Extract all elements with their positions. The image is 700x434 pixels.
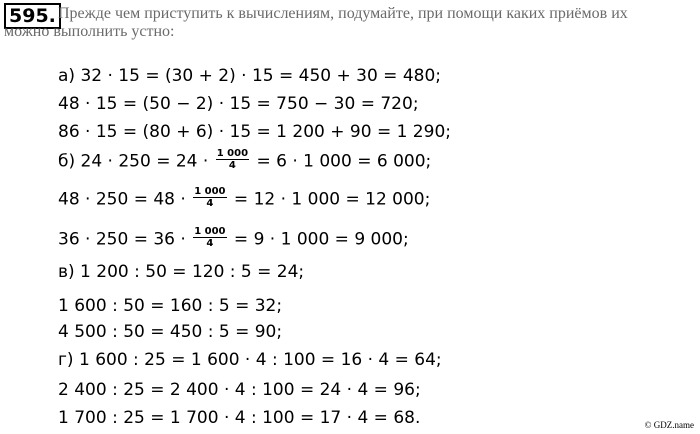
line-6-post: = 9 · 1 000 = 9 000; — [228, 229, 409, 250]
fraction — [193, 226, 226, 249]
solution-line-1: а) 32 · 15 = (30 + 2) · 15 = 450 + 30 = 480; — [58, 66, 441, 86]
fraction-numerator: 1 000 — [194, 226, 226, 237]
solution-line-7: в) 1 200 : 50 = 120 : 5 = 24; — [58, 262, 305, 282]
solution-line-10: г) 1 600 : 25 = 1 600 · 4 : 100 = 16 · 4 = 64; — [58, 350, 442, 370]
fraction-denominator: 4 — [228, 160, 236, 171]
solution-line-9: 4 500 : 50 = 450 : 5 = 90; — [58, 322, 283, 342]
fraction-numerator: 1 000 — [194, 186, 226, 197]
fraction-numerator: 1 000 — [216, 148, 249, 159]
line-4-post: = 6 · 1 000 = 6 000; — [251, 151, 432, 172]
line-5-post: = 12 · 1 000 = 12 000; — [228, 189, 431, 210]
fraction-denominator: 4 — [206, 238, 214, 249]
solution-line-11: 2 400 : 25 = 2 400 · 4 : 100 = 24 · 4 = 96; — [58, 380, 421, 400]
watermark: © GDZ.name — [644, 420, 694, 430]
solution-line-4 — [58, 150, 431, 173]
solution-line-2: 48 · 15 = (50 − 2) · 15 = 750 − 30 = 720; — [58, 94, 419, 114]
fraction-denominator: 4 — [206, 198, 214, 209]
prompt-line-2: можно выполнить устно: — [4, 23, 175, 40]
fraction — [216, 148, 249, 171]
prompt-line-1: Прежде чем приступить к вычислениям, подумайте, при помощи каких приёмов их — [58, 5, 628, 22]
solution-line-3: 86 · 15 = (80 + 6) · 15 = 1 200 + 90 = 1 290; — [58, 122, 451, 142]
line-5-pre: 48 · 250 = 48 · — [58, 189, 192, 210]
solution-line-6 — [58, 228, 409, 251]
exercise-number: 595. — [4, 3, 61, 29]
solution-line-8: 1 600 : 50 = 160 : 5 = 32; — [58, 296, 283, 316]
solution-line-5 — [58, 188, 430, 211]
line-6-pre: 36 · 250 = 36 · — [58, 229, 192, 250]
line-4-pre: б) 24 · 250 = 24 · — [58, 151, 214, 172]
fraction — [193, 186, 226, 209]
solution-line-12: 1 700 : 25 = 1 700 · 4 : 100 = 17 · 4 = 68. — [58, 408, 421, 428]
